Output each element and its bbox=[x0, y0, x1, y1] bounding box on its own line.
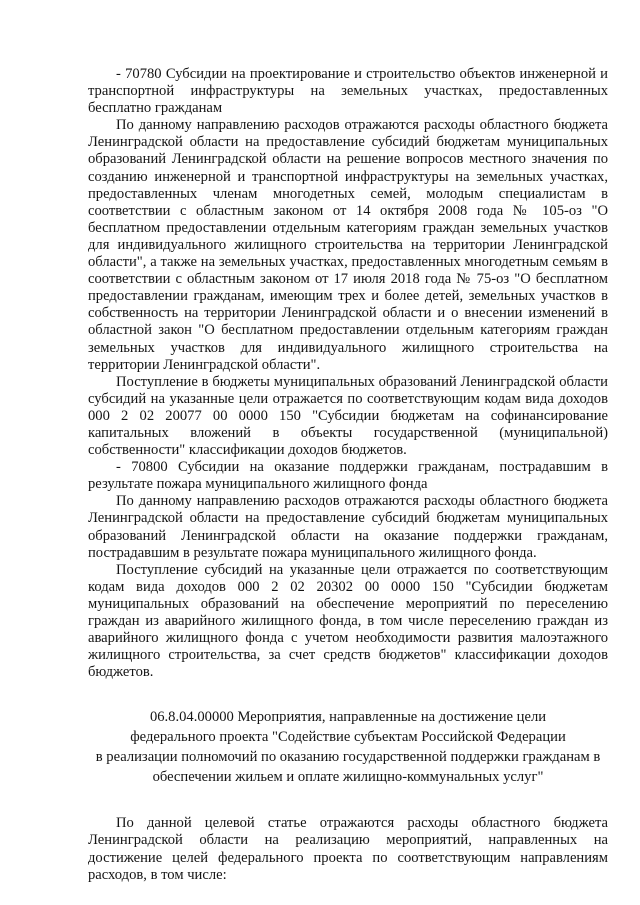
heading-line: обеспечении жильем и оплате жилищно-коммунальных услуг" bbox=[152, 769, 544, 786]
paragraph-70800-title: - 70800 Субсидии на оказание поддержки гражданам, пострадавшим в результате пожара муниципального жилищного фонда bbox=[88, 459, 608, 493]
heading-line: федерального проекта "Содействие субъектам Российской Федерации bbox=[130, 729, 566, 746]
section-heading bbox=[88, 707, 608, 787]
paragraph-70780-revenue: Поступление в бюджеты муниципальных образований Ленинградской области субсидий на указанные цели отражается по соответствующим кодам вида доходов 000 2 02 20077 00 0000 150 "Субсидии бюджетам на софинансирование капитальных вложений в объекты государственной (муниципальной) собственности" классификации доходов бюджетов. bbox=[88, 373, 608, 459]
paragraph-70800-revenue: Поступление субсидий на указанные цели отражается по соответствующим кодам вида доходов 000 2 02 20302 00 0000 150 "Субсидии бюджетам муниципальных образований на обеспечение мероприятий по переселению граждан из аварийного жилищного фонда, в том числе переселению граждан из аварийного жилищного фонда с учетом необходимости развития малоэтажного жилищного строительства, за счет средств бюджетов" классификации доходов бюджетов. bbox=[88, 561, 608, 681]
paragraph-70800-description: По данному направлению расходов отражаются расходы областного бюджета Ленинградской области на предоставление субсидий бюджетам муниципальных образований Ленинградской области на оказание поддержки гражданам, пострадавшим в результате пожара муниципального жилищного фонда. bbox=[88, 493, 608, 561]
paragraph-70780-description: По данному направлению расходов отражаются расходы областного бюджета Ленинградской области на предоставление субсидий бюджетам муниципальных образований Ленинградской области на решение вопросов местного значения по созданию инженерной и транспортной инфраструктуры на земельных участках, предоставленных членам многодетных семей, молодым специалистам в соответствии с областным законом от 14 октября 2008 года № 105-оз "О бесплатном предоставлении отдельным категориям граждан земельных участков для индивидуального жилищного строительства на территории Ленинградской области", а также на земельных участках, предоставленных многодетным семьям в соответствии с областным законом от 17 июля 2018 года № 75-оз "О бесплатном предоставлении гражданам, имеющим трех и более детей, земельных участков в собственность на территории Ленинградской области и о внесении изменений в областной закон "О бесплатном предоставлении отдельным категориям граждан земельных участков для индивидуального жилищного строительства на территории Ленинградской области". bbox=[88, 117, 608, 373]
section-spacer bbox=[88, 681, 608, 707]
paragraph-section-intro: По данной целевой статье отражаются расходы областного бюджета Ленинградской области на реализацию мероприятий, направленных на достижение целей федерального проекта по соответствующим направлениям расходов, в том числе: bbox=[88, 815, 608, 883]
paragraph-70780-title: - 70780 Субсидии на проектирование и строительство объектов инженерной и транспортной инфраструктуры на земельных участках, предоставленных бесплатно гражданам bbox=[88, 66, 608, 117]
document-page bbox=[88, 66, 608, 884]
section-spacer bbox=[88, 787, 608, 815]
heading-line: 06.8.04.00000 Мероприятия, направленные на достижение цели bbox=[149, 709, 547, 726]
heading-line: в реализации полномочий по оказанию государственной поддержки гражданам в bbox=[95, 749, 601, 766]
